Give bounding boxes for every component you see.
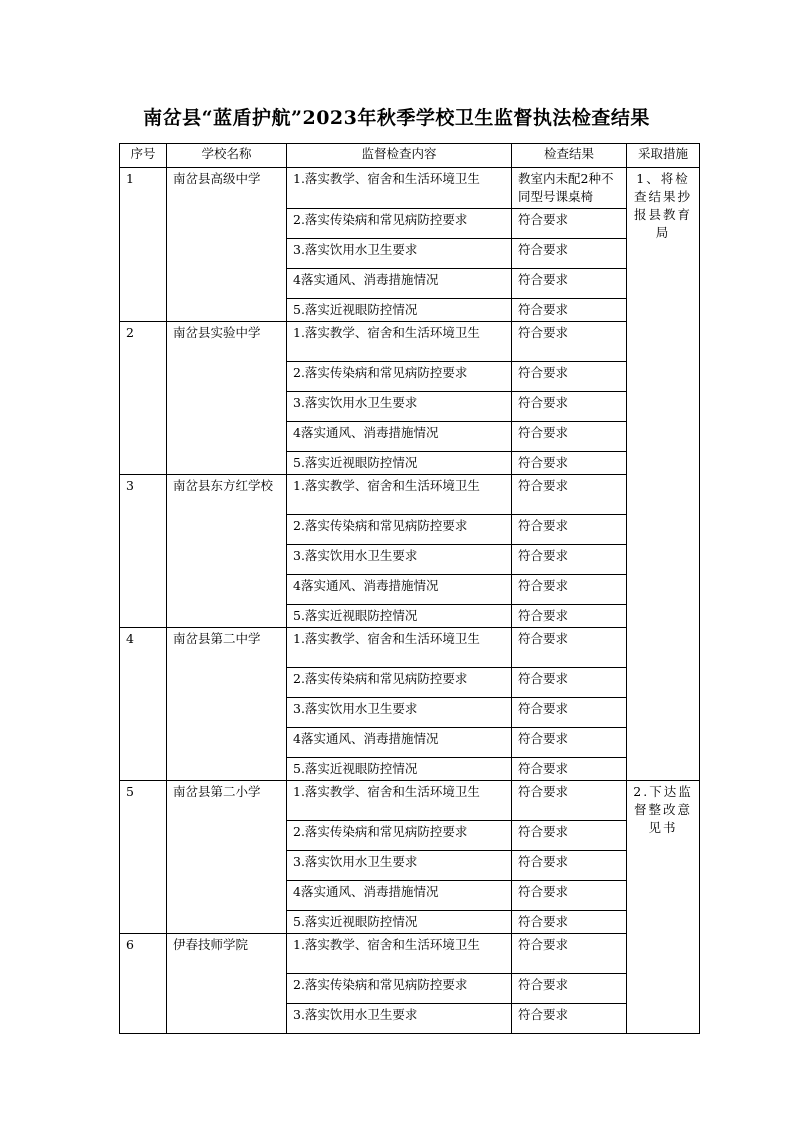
- inspection-result: 符合要求: [512, 781, 627, 821]
- inspection-result: 符合要求: [512, 392, 627, 422]
- inspection-content: 2.落实传染病和常见病防控要求: [287, 821, 512, 851]
- inspection-content: 4落实通风、消毒措施情况: [287, 422, 512, 452]
- inspection-result: 符合要求: [512, 575, 627, 605]
- inspection-result: 符合要求: [512, 452, 627, 475]
- inspection-content: 3.落实饮用水卫生要求: [287, 851, 512, 881]
- table-header-row: [120, 144, 700, 168]
- inspection-result: 符合要求: [512, 322, 627, 362]
- inspection-content: 4落实通风、消毒措施情况: [287, 269, 512, 299]
- inspection-result: 符合要求: [512, 934, 627, 974]
- inspection-result: 符合要求: [512, 728, 627, 758]
- inspection-result: 符合要求: [512, 475, 627, 515]
- school-name: 南岔县高级中学: [167, 168, 287, 322]
- school-number: 1: [120, 168, 167, 322]
- inspection-result: 符合要求: [512, 269, 627, 299]
- inspection-content: 3.落实饮用水卫生要求: [287, 239, 512, 269]
- inspection-result: 符合要求: [512, 299, 627, 322]
- inspection-result: 符合要求: [512, 239, 627, 269]
- school-name: 南岔县第二中学: [167, 628, 287, 781]
- table-body: [120, 168, 700, 1034]
- inspection-result: 符合要求: [512, 758, 627, 781]
- inspection-content: 1.落实教学、宿舍和生活环境卫生: [287, 322, 512, 362]
- inspection-content: 2.落实传染病和常见病防控要求: [287, 209, 512, 239]
- school-name: 南岔县实验中学: [167, 322, 287, 475]
- inspection-result: 符合要求: [512, 209, 627, 239]
- inspection-content: 4落实通风、消毒措施情况: [287, 575, 512, 605]
- inspection-content: 2.落实传染病和常见病防控要求: [287, 974, 512, 1004]
- inspection-result: 符合要求: [512, 698, 627, 728]
- table-row: [120, 475, 700, 515]
- inspection-result: 符合要求: [512, 974, 627, 1004]
- inspection-result: 符合要求: [512, 821, 627, 851]
- school-name: 伊春技师学院: [167, 934, 287, 1034]
- school-number: 5: [120, 781, 167, 934]
- inspection-result: 符合要求: [512, 605, 627, 628]
- school-name: 南岔县第二小学: [167, 781, 287, 934]
- inspection-content: 1.落实教学、宿舍和生活环境卫生: [287, 628, 512, 668]
- inspection-content: 3.落实饮用水卫生要求: [287, 1004, 512, 1034]
- inspection-result: 符合要求: [512, 362, 627, 392]
- measure-text: 1、将检查结果抄报县教育局: [633, 171, 692, 240]
- table-row: [120, 168, 700, 209]
- inspection-content: 5.落实近视眼防控情况: [287, 758, 512, 781]
- table-row: [120, 628, 700, 668]
- inspection-content: 2.落实传染病和常见病防控要求: [287, 515, 512, 545]
- inspection-content: 1.落实教学、宿舍和生活环境卫生: [287, 168, 512, 209]
- header-inspection-result: 检查结果: [512, 144, 627, 168]
- header-inspection-content: 监督检查内容: [287, 144, 512, 168]
- inspection-content: 3.落实饮用水卫生要求: [287, 698, 512, 728]
- inspection-content: 4落实通风、消毒措施情况: [287, 881, 512, 911]
- page-title: 南岔县“蓝盾护航”2023年秋季学校卫生监督执法检查结果: [143, 107, 650, 129]
- inspection-content: 3.落实饮用水卫生要求: [287, 392, 512, 422]
- inspection-result: 符合要求: [512, 911, 627, 934]
- table-row: [120, 934, 700, 974]
- header-no: 序号: [120, 144, 167, 168]
- inspection-result: 符合要求: [512, 881, 627, 911]
- table-row: [120, 322, 700, 362]
- inspection-results-table: [119, 143, 700, 1034]
- inspection-result: 符合要求: [512, 1004, 627, 1034]
- inspection-content: 5.落实近视眼防控情况: [287, 452, 512, 475]
- school-number: 2: [120, 322, 167, 475]
- inspection-result: 符合要求: [512, 668, 627, 698]
- measure-text: 2.下达监督整改意见书: [633, 784, 693, 835]
- inspection-result: 符合要求: [512, 628, 627, 668]
- measure-cell: [627, 168, 700, 781]
- inspection-content: 1.落实教学、宿舍和生活环境卫生: [287, 934, 512, 974]
- inspection-content: 4落实通风、消毒措施情况: [287, 728, 512, 758]
- inspection-result: 符合要求: [512, 515, 627, 545]
- inspection-content: 3.落实饮用水卫生要求: [287, 545, 512, 575]
- header-measures: 采取措施: [627, 144, 700, 168]
- inspection-content: 5.落实近视眼防控情况: [287, 299, 512, 322]
- measure-cell: [627, 781, 700, 1034]
- inspection-content: 5.落实近视眼防控情况: [287, 605, 512, 628]
- school-name: 南岔县东方红学校: [167, 475, 287, 628]
- school-number: 3: [120, 475, 167, 628]
- inspection-result: 教室内未配2种不同型号课桌椅: [512, 168, 627, 209]
- header-school-name: 学校名称: [167, 144, 287, 168]
- school-number: 6: [120, 934, 167, 1034]
- inspection-result: 符合要求: [512, 422, 627, 452]
- school-number: 4: [120, 628, 167, 781]
- inspection-content: 1.落实教学、宿舍和生活环境卫生: [287, 781, 512, 821]
- inspection-content: 5.落实近视眼防控情况: [287, 911, 512, 934]
- inspection-result: 符合要求: [512, 545, 627, 575]
- inspection-content: 1.落实教学、宿舍和生活环境卫生: [287, 475, 512, 515]
- inspection-content: 2.落实传染病和常见病防控要求: [287, 362, 512, 392]
- inspection-content: 2.落实传染病和常见病防控要求: [287, 668, 512, 698]
- table-row: [120, 781, 700, 821]
- inspection-result: 符合要求: [512, 851, 627, 881]
